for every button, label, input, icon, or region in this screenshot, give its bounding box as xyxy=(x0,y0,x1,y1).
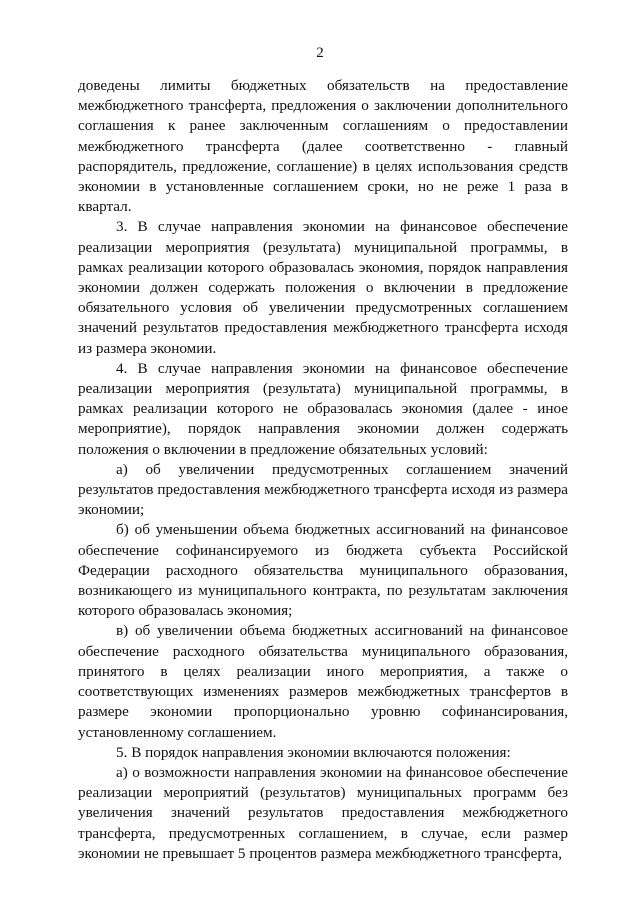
paragraph-continuation: доведены лимиты бюджетных обязательств на предоставление межбюджетного трансферта, предложения о заключении дополнительного соглашения к ранее заключенным соглашениям о предоставлении межбюджетного трансферта (далее соответственно - главный распорядитель, предложение, соглашение) в целях использования средств экономии в установленные соглашением сроки, но не реже 1 раза в квартал. xyxy=(78,77,568,216)
paragraph-item-4a: а) об увеличении предусмотренных соглашением значений результатов предоставления межбюджетного трансферта исходя из размера экономии; xyxy=(78,460,568,519)
paragraph-item-4: 4. В случае направления экономии на финансовое обеспечение реализации мероприятия (результата) муниципальной программы, в рамках реализации которого не образовалась экономия (далее - иное мероприятие), порядок направления экономии должен содержать положения о включении в предложение обязательных условий: xyxy=(78,359,568,458)
paragraph-item-3: 3. В случае направления экономии на финансовое обеспечение реализации мероприятия (результата) муниципальной программы, в рамках реализации которого образовалась экономия, порядок направления экономии должен содержать положения о включении в предложение обязательного условия об увеличении предусмотренных соглашением значений результатов предоставления межбюджетного трансферта исходя из размера экономии. xyxy=(78,218,568,357)
paragraph-item-5a: а) о возможности направления экономии на финансовое обеспечение реализации мероприятий (результатов) муниципальных программ без увеличения значений результатов предоставления межбюджетного трансферта, предусмотренных соглашением, в случае, если размер экономии не превышает 5 процентов размера межбюджетного трансферта, xyxy=(78,763,568,862)
document-body xyxy=(78,76,568,864)
paragraph-item-4b: б) об уменьшении объема бюджетных ассигнований на финансовое обеспечение софинансируемого из бюджета субъекта Российской Федерации расходного обязательства муниципального образования, возникающего из муниципального контракта, по результатам заключения которого образовалась экономия; xyxy=(78,521,568,620)
paragraph-item-4c: в) об увеличении объема бюджетных ассигнований на финансовое обеспечение расходного обязательства муниципального образования, принятого в целях реализации иного мероприятия, а также о соответствующих изменениях размеров межбюджетных трансфертов в размере экономии пропорционально уровню софинансирования, установленному соглашением. xyxy=(78,622,568,741)
page-number: 2 xyxy=(316,45,324,61)
paragraph-item-5: 5. В порядок направления экономии включаются положения: xyxy=(116,743,511,761)
